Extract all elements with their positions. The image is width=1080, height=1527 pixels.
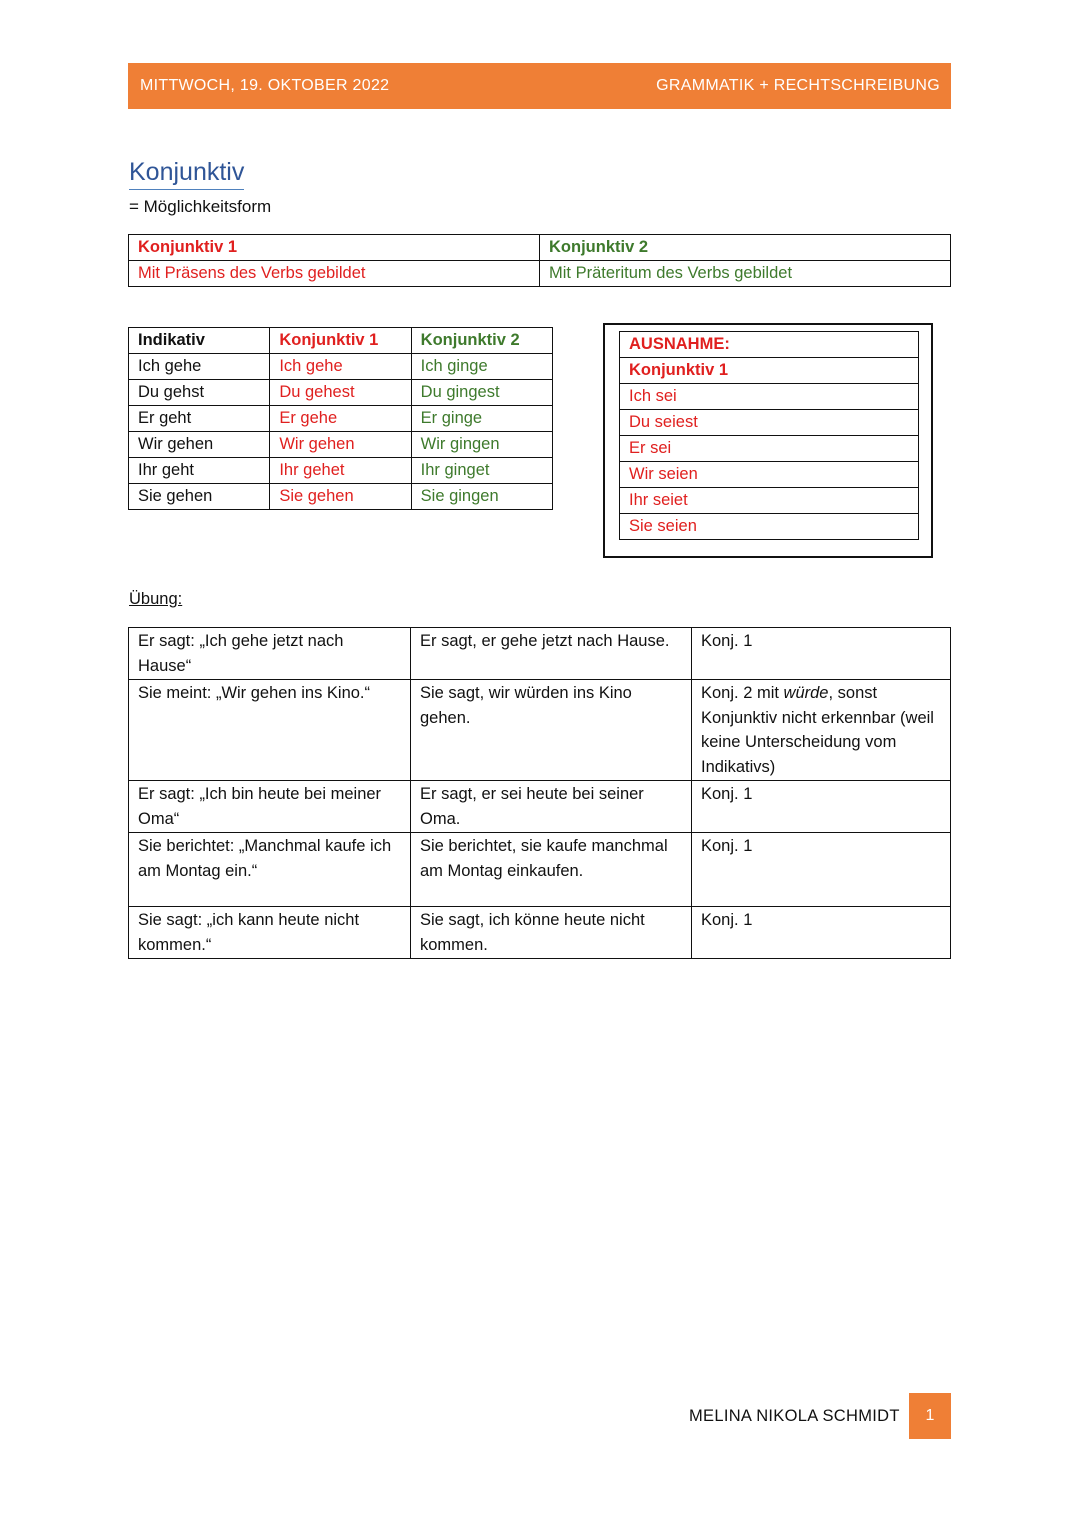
cell-konjunktiv-2: Sie gingen xyxy=(411,484,552,510)
table-row xyxy=(129,354,553,380)
cell-konjunktiv-2: Du gingest xyxy=(411,380,552,406)
table-row xyxy=(129,380,553,406)
header-konjunktiv-2: Konjunktiv 2 xyxy=(411,328,552,354)
cell-note: Konj. 1 xyxy=(692,628,951,680)
exercise-label: Übung: xyxy=(129,590,183,608)
cell-indikativ: Er geht xyxy=(129,406,270,432)
exception-table xyxy=(619,331,919,540)
overview-k2-heading: Konjunktiv 2 xyxy=(540,235,951,261)
list-item: Ich sei xyxy=(620,384,919,410)
cell-konjunktiv-1: Wir gehen xyxy=(270,432,411,458)
cell-direct-speech: Er sagt: „Ich gehe jetzt nach Hause“ xyxy=(129,628,411,680)
cell-indikativ: Ich gehe xyxy=(129,354,270,380)
cell-konjunktiv-1: Ich gehe xyxy=(270,354,411,380)
overview-table xyxy=(128,234,951,287)
table-header-row xyxy=(129,328,553,354)
footer-author: MELINA NIKOLA SCHMIDT xyxy=(689,1407,900,1425)
header-bar xyxy=(128,63,951,109)
page-number: 1 xyxy=(909,1393,951,1439)
table-row xyxy=(129,432,553,458)
list-item: Ihr seiet xyxy=(620,488,919,514)
cell-konjunktiv-1: Ihr gehet xyxy=(270,458,411,484)
page-subtitle: = Möglichkeitsform xyxy=(129,197,272,216)
cell-indirect-speech: Er sagt, er gehe jetzt nach Hause. xyxy=(411,628,692,680)
table-row xyxy=(129,680,951,781)
table-row xyxy=(129,833,951,907)
list-item: Du seiest xyxy=(620,410,919,436)
cell-note: Konj. 1 xyxy=(692,781,951,833)
header-subject: GRAMMATIK + RECHTSCHREIBUNG xyxy=(656,77,940,94)
cell-note: Konj. 1 xyxy=(692,833,951,907)
cell-indirect-speech: Er sagt, er sei heute bei seiner Oma. xyxy=(411,781,692,833)
list-item: Wir seien xyxy=(620,462,919,488)
exception-box xyxy=(603,323,933,558)
table-row xyxy=(129,406,553,432)
table-row xyxy=(129,628,951,680)
cell-note xyxy=(692,680,951,781)
cell-konjunktiv-2: Wir gingen xyxy=(411,432,552,458)
cell-indikativ: Sie gehen xyxy=(129,484,270,510)
header-date: MITTWOCH, 19. OKTOBER 2022 xyxy=(140,77,390,94)
cell-konjunktiv-2: Ihr ginget xyxy=(411,458,552,484)
note-text: , sonst Konjunktiv nicht erkennbar (weil keine Unterscheidung vom Indikativs) xyxy=(701,684,934,776)
cell-konjunktiv-2: Ich ginge xyxy=(411,354,552,380)
header-konjunktiv-1: Konjunktiv 1 xyxy=(270,328,411,354)
cell-direct-speech: Sie sagt: „ich kann heute nicht kommen.“ xyxy=(129,907,411,959)
cell-direct-speech: Sie meint: „Wir gehen ins Kino.“ xyxy=(129,680,411,781)
exception-subheading: Konjunktiv 1 xyxy=(620,358,919,384)
cell-konjunktiv-1: Er gehe xyxy=(270,406,411,432)
cell-indirect-speech: Sie sagt, wir würden ins Kino gehen. xyxy=(411,680,692,781)
note-emphasis: würde xyxy=(783,684,829,702)
header-indikativ: Indikativ xyxy=(129,328,270,354)
cell-konjunktiv-1: Du gehest xyxy=(270,380,411,406)
cell-konjunktiv-2: Er ginge xyxy=(411,406,552,432)
overview-k1-desc: Mit Präsens des Verbs gebildet xyxy=(129,261,540,287)
cell-indirect-speech: Sie berichtet, sie kaufe manchmal am Montag einkaufen. xyxy=(411,833,692,907)
exception-heading: AUSNAHME: xyxy=(620,332,919,358)
cell-direct-speech: Er sagt: „Ich bin heute bei meiner Oma“ xyxy=(129,781,411,833)
cell-indikativ: Wir gehen xyxy=(129,432,270,458)
table-row xyxy=(129,458,553,484)
cell-konjunktiv-1: Sie gehen xyxy=(270,484,411,510)
table-row xyxy=(129,484,553,510)
list-item: Er sei xyxy=(620,436,919,462)
overview-k1-heading: Konjunktiv 1 xyxy=(129,235,540,261)
cell-note: Konj. 1 xyxy=(692,907,951,959)
cell-indikativ: Du gehst xyxy=(129,380,270,406)
exercise-table xyxy=(128,627,951,959)
conjugation-table xyxy=(128,327,553,510)
table-row xyxy=(129,781,951,833)
note-text: Konj. 2 mit xyxy=(701,684,784,702)
cell-direct-speech: Sie berichtet: „Manchmal kaufe ich am Montag ein.“ xyxy=(129,833,411,907)
overview-k2-desc: Mit Präteritum des Verbs gebildet xyxy=(540,261,951,287)
table-row xyxy=(129,907,951,959)
list-item: Sie seien xyxy=(620,514,919,540)
cell-indikativ: Ihr geht xyxy=(129,458,270,484)
page-title: Konjunktiv xyxy=(129,158,244,190)
cell-indirect-speech: Sie sagt, ich könne heute nicht kommen. xyxy=(411,907,692,959)
